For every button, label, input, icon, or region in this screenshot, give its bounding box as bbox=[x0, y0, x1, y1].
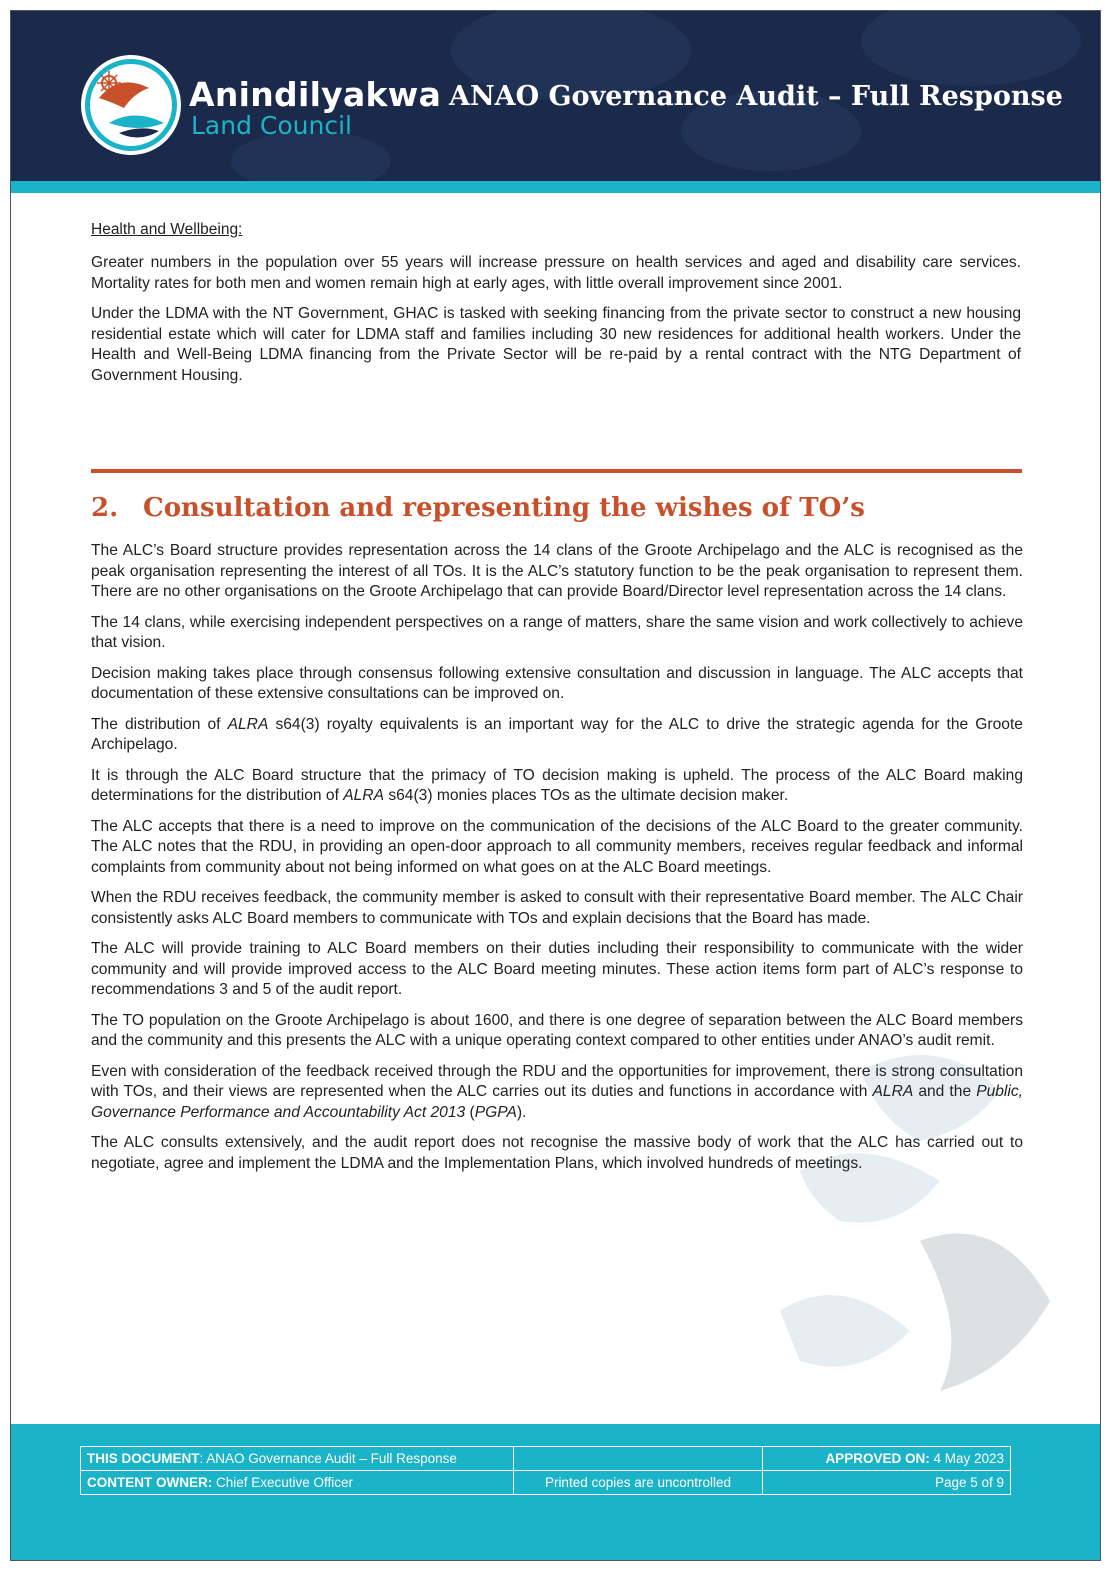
page-number: Page 5 of 9 bbox=[763, 1471, 1011, 1495]
paragraph: Greater numbers in the population over 55 years will increase pressure on health services and aged and disability care services. Mortality rates for both men and women remain high at early ages, with little overall improvement since 2001. bbox=[91, 254, 1021, 292]
label: APPROVED ON: bbox=[825, 1451, 930, 1466]
section-body bbox=[91, 541, 1023, 1184]
section-heading bbox=[91, 493, 865, 523]
italic-act-name: ALRA bbox=[227, 715, 269, 733]
content-owner-cell bbox=[81, 1471, 514, 1495]
paragraph: The ALC consults extensively, and the audit report does not recognise the massive body of work that the ALC has carried out to negotiate, agree and implement the LDMA and the Implementation Plans, which involved hundreds of meetings. bbox=[91, 1134, 1023, 1172]
value: : ANAO Governance Audit – Full Response bbox=[199, 1451, 457, 1466]
section-number: 2. bbox=[91, 493, 119, 523]
paragraph: Decision making takes place through consensus following extensive consultation and discussion in language. The ALC accepts that documentation of these extensive consultations can be improved on. bbox=[91, 664, 1023, 702]
paragraph: The ALC will provide training to ALC Board members on their duties including their responsibility to communicate with the wider community and will provide improved access to the ALC Board meeting minutes. These action items form part of ALC’s response to recommendations 3 and 5 of the audit report. bbox=[91, 940, 1023, 998]
label: THIS DOCUMENT bbox=[87, 1451, 200, 1466]
paragraph: Under the LDMA with the NT Government, GHAC is tasked with seeking financing from the private sector to construct a new housing residential estate which will cater for LDMA staff and families including 30 new residences for additional health workers. Under the Health and Well-Being LDMA financing from the Private Sector will be re-paid by a rental contract with the NTG Department of Government Housing. bbox=[91, 305, 1021, 384]
this-document-cell bbox=[81, 1447, 514, 1471]
header-stripe bbox=[11, 181, 1100, 193]
section-title: Consultation and representing the wishes of TO’s bbox=[143, 493, 865, 523]
table-row bbox=[81, 1447, 1011, 1471]
document-control-table bbox=[80, 1446, 1011, 1495]
org-name: Anindilyakwa bbox=[189, 75, 442, 114]
paragraph: When the RDU receives feedback, the community member is asked to consult with their representative Board member. The ALC Chair consistently asks ALC Board members to communicate with TOs and explain decisions that the Board has made. bbox=[91, 889, 1023, 927]
paragraph bbox=[91, 1062, 1023, 1124]
section-divider bbox=[91, 469, 1022, 473]
value: 4 May 2023 bbox=[929, 1451, 1004, 1466]
paragraph bbox=[91, 715, 1023, 756]
empty-cell bbox=[514, 1447, 763, 1471]
italic-act-name: PGPA bbox=[474, 1103, 517, 1121]
document-page bbox=[10, 10, 1101, 1561]
intro-section bbox=[91, 221, 1021, 396]
uncontrolled-cell: Printed copies are uncontrolled bbox=[514, 1471, 763, 1495]
land-council-logo bbox=[79, 53, 183, 157]
paragraph: The TO population on the Groote Archipelago is about 1600, and there is one degree of separation between the ALC Board members and the community and this presents the ALC with a unique operating context compared to other entities under ANAO’s audit remit. bbox=[91, 1011, 1023, 1049]
italic-act-name: ALRA bbox=[872, 1083, 914, 1100]
paragraph bbox=[91, 766, 1023, 807]
label: CONTENT OWNER: bbox=[87, 1475, 213, 1490]
italic-act-name: Public, Governance Performance and Accountability Act 2013 bbox=[91, 1083, 1023, 1121]
page-header bbox=[11, 11, 1100, 181]
paragraph: The ALC’s Board structure provides representation across the 14 clans of the Groote Archipelago and the ALC is recognised as the peak organisation representing the interest of all TOs. It is the ALC’s statutory function to be the peak organisation to represent them. There are no other organisations on the Groote Archipelago that can provide Board/Director level representation across the 14 clans. bbox=[91, 542, 1023, 600]
subheading-health: Health and Wellbeing: bbox=[91, 221, 243, 238]
text-run: s64(3) royalty equivalents is an important way for the ALC to drive the strategic agenda for the Groote Archipelago. bbox=[91, 715, 1023, 753]
text-run: Even with consideration of the feedback received through the RDU and the opportunities for improvement, there is strong consultation with TOs, and their views are represented when the ALC carries out its duties and functions in accordance with bbox=[91, 1062, 1023, 1100]
italic-act-name: ALRA bbox=[343, 787, 384, 804]
text-run: ( bbox=[465, 1103, 475, 1121]
text-run: and the bbox=[913, 1083, 977, 1100]
text-run: ). bbox=[516, 1103, 527, 1121]
org-name-subtitle: Land Council bbox=[191, 111, 352, 140]
table-row bbox=[81, 1471, 1011, 1495]
text-run: The distribution of bbox=[91, 715, 228, 733]
approved-on-cell bbox=[763, 1447, 1011, 1471]
text-run: It is through the ALC Board structure that the primacy of TO decision making is upheld. The process of the ALC Board making determinations for the distribution of bbox=[91, 766, 1023, 804]
document-title: ANAO Governance Audit – Full Response bbox=[449, 81, 1063, 112]
text-run: s64(3) monies places TOs as the ultimate decision maker. bbox=[383, 787, 789, 804]
value: Chief Executive Officer bbox=[212, 1475, 354, 1490]
paragraph: The 14 clans, while exercising independent perspectives on a range of matters, share the same vision and work collectively to achieve that vision. bbox=[91, 613, 1023, 651]
paragraph: The ALC accepts that there is a need to improve on the communication of the decisions of the ALC Board to the greater community. The ALC notes that the RDU, in providing an open-door approach to all community members, receives regular feedback and informal complaints from community about not being informed on what goes on at the ALC Board meetings. bbox=[91, 817, 1023, 876]
